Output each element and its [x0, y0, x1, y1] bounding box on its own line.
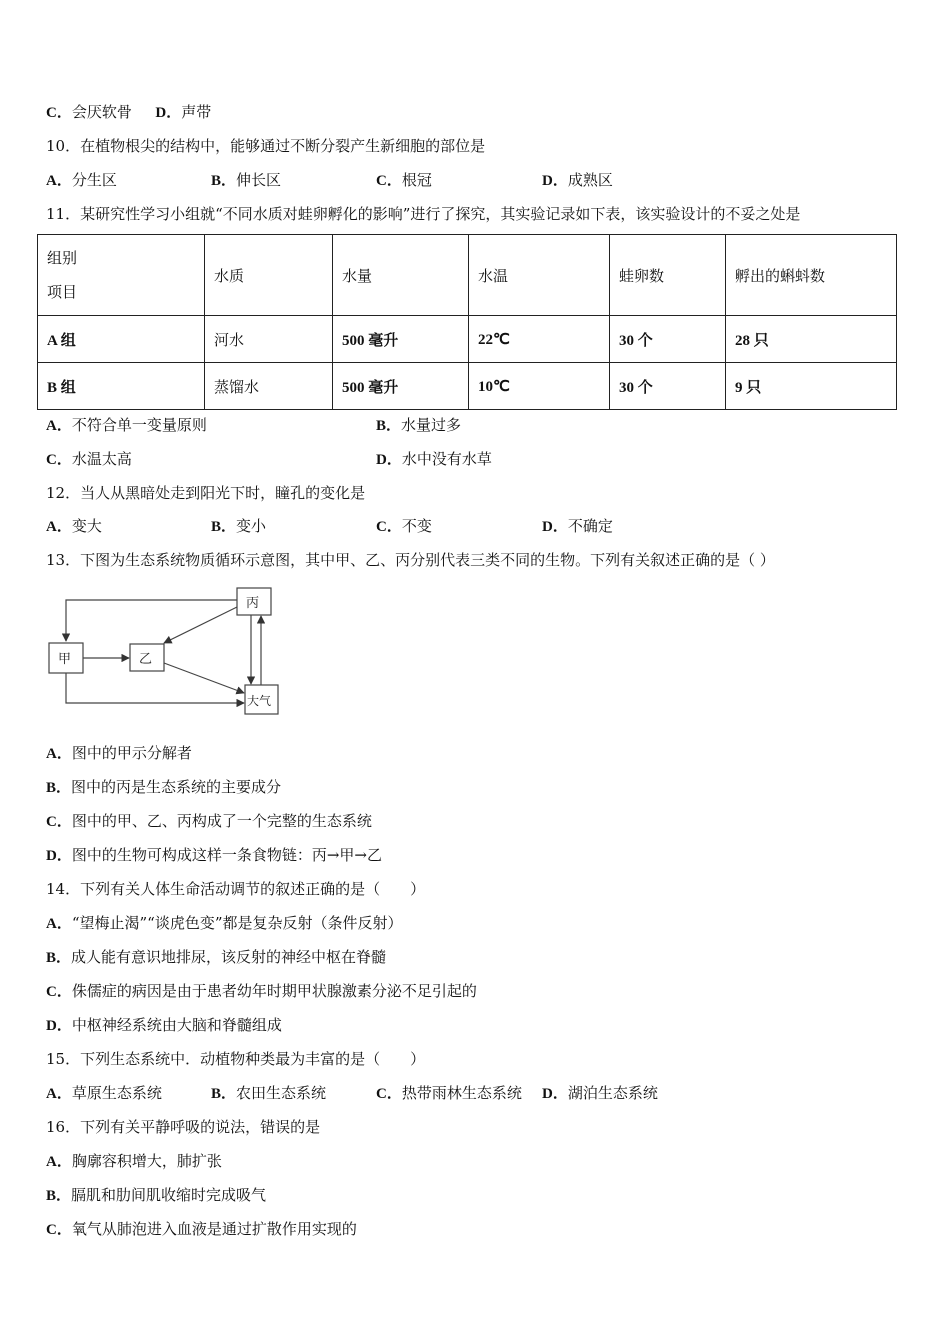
table-cell: 500 毫升 — [333, 316, 469, 363]
q15-stem: 15．下列生态系统中．动植物种类最为丰富的是（ ） — [46, 1050, 426, 1068]
q16-option-a: A．胸廓容积增大，肺扩张 — [46, 1152, 222, 1170]
q10-option-b: B．伸长区 — [211, 171, 282, 189]
q12-option-b: B．变小 — [211, 517, 267, 535]
arrow-jia-air — [66, 673, 244, 703]
header-water-temp: 水温 — [469, 235, 610, 316]
q14-option-a: A．“望梅止渴”“谈虎色变”都是复杂反射（条件反射） — [46, 914, 403, 932]
label-air: 大气 — [247, 694, 272, 708]
table-row — [38, 363, 897, 410]
table-cell: 30 个 — [610, 363, 726, 410]
label-jia: 甲 — [58, 652, 72, 667]
q9-options: C．会厌软骨 D．声带 — [46, 103, 212, 121]
q16-option-c: C．氧气从肺泡进入血液是通过扩散作用实现的 — [46, 1220, 357, 1238]
q9-option-d: 声带 — [181, 103, 212, 121]
q11-option-c: C．水温太高 — [46, 450, 132, 468]
header-egg-count: 蛙卵数 — [610, 235, 726, 316]
label-bing: 丙 — [246, 596, 260, 611]
q11-option-b: B．水量过多 — [376, 416, 462, 434]
header-tadpole-count: 孵出的蝌蚪数 — [726, 235, 897, 316]
q12-option-d: D．不确定 — [542, 517, 613, 535]
q13-option-b: B．图中的丙是生态系统的主要成分 — [46, 778, 282, 796]
q10-option-c: C．根冠 — [376, 171, 432, 189]
table-cell: 30 个 — [610, 316, 726, 363]
table-cell: 10℃ — [469, 363, 610, 410]
table-cell: 河水 — [205, 316, 333, 363]
table-cell: 9 只 — [726, 363, 897, 410]
q12-stem: 12．当人从黑暗处走到阳光下时，瞳孔的变化是 — [46, 484, 366, 502]
q15-option-b: B．农田生态系统 — [211, 1084, 327, 1102]
q14-stem: 14．下列有关人体生命活动调节的叙述正确的是（ ） — [46, 880, 426, 898]
q12-option-a: A．变大 — [46, 517, 102, 535]
q14-option-d: D．中枢神经系统由大脑和脊髓组成 — [46, 1016, 282, 1034]
q11-option-d: D．水中没有水草 — [376, 450, 492, 468]
arrow-yi-air — [164, 663, 244, 693]
q16-option-b: B．膈肌和肋间肌收缩时完成吸气 — [46, 1186, 267, 1204]
q15-option-a: A．草原生态系统 — [46, 1084, 162, 1102]
q14-option-c: C．侏儒症的病因是由于患者幼年时期甲状腺激素分泌不足引起的 — [46, 982, 477, 1000]
q10-option-a: A．分生区 — [46, 171, 117, 189]
table-corner-cell: 组别 项目 — [38, 235, 205, 316]
table-header-row — [38, 235, 897, 316]
arrow-bing-yi — [164, 607, 237, 643]
q12-option-c: C．不变 — [376, 517, 432, 535]
q13-option-c: C．图中的甲、乙、丙构成了一个完整的生态系统 — [46, 812, 372, 830]
table-cell: 蒸馏水 — [205, 363, 333, 410]
q11-stem: 11．某研究性学习小组就“不同水质对蛙卵孵化的影响”进行了探究，其实验记录如下表，该实验设计的不妥之处是 — [46, 205, 801, 223]
row-group: B 组 — [38, 363, 205, 410]
q11-option-a: A．不符合单一变量原则 — [46, 416, 207, 434]
q13-option-a: A．图中的甲示分解者 — [46, 744, 192, 762]
q10-option-d: D．成熟区 — [542, 171, 613, 189]
q14-option-b: B．成人能有意识地排尿，该反射的神经中枢在脊髓 — [46, 948, 387, 966]
table-row — [38, 316, 897, 363]
q10-stem: 10．在植物根尖的结构中，能够通过不断分裂产生新细胞的部位是 — [46, 137, 486, 155]
row-group: A 组 — [38, 316, 205, 363]
header-water-volume: 水量 — [333, 235, 469, 316]
experiment-table — [37, 234, 897, 410]
q16-stem: 16．下列有关平静呼吸的说法，错误的是 — [46, 1118, 321, 1136]
table-cell: 28 只 — [726, 316, 897, 363]
table-cell: 500 毫升 — [333, 363, 469, 410]
header-water-quality: 水质 — [205, 235, 333, 316]
table-cell: 22℃ — [469, 316, 610, 363]
q15-option-c: C．热带雨林生态系统 — [376, 1084, 522, 1102]
arrow-bing-jia — [66, 600, 237, 641]
q9-option-c: 会厌软骨 — [71, 103, 132, 121]
q13-option-d: D．图中的生物可构成这样一条食物链：丙→甲→乙 — [46, 846, 382, 864]
label-yi: 乙 — [139, 652, 153, 667]
q13-stem: 13．下图为生态系统物质循环示意图，其中甲、乙、丙分别代表三类不同的生物。下列有关叙述正确的是（ ） — [46, 551, 775, 569]
carbon-cycle-diagram — [40, 583, 300, 723]
q15-option-d: D．湖泊生态系统 — [542, 1084, 658, 1102]
